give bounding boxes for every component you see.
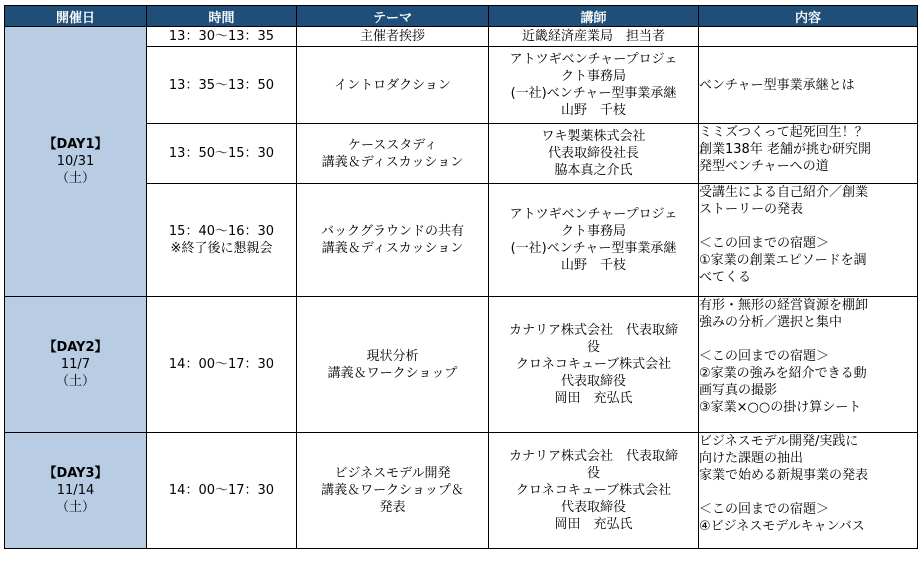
theme-text: 講義＆ワークショップ＆ <box>321 483 464 498</box>
time-cell <box>147 184 297 297</box>
lecturer-text: クロネコキューブ株式会社 <box>515 357 672 372</box>
lecturer-cell <box>489 184 699 297</box>
content-text: ②家業の強みを紹介できる動 <box>699 366 867 381</box>
content-text: ミミズつくって起死回生！？ <box>699 125 868 140</box>
time-text: 13：35〜13：50 <box>168 77 275 93</box>
theme-text: イントロダクション <box>334 77 451 93</box>
content-spacer <box>699 218 917 235</box>
theme-cell <box>297 297 489 433</box>
day-date: 10/31 <box>56 154 95 169</box>
lecturer-text: クト事務局 <box>560 69 626 84</box>
lecturer-text: カナリア株式会社 代表取締 <box>508 323 678 338</box>
table-row <box>5 433 918 549</box>
time-cell <box>147 124 297 184</box>
lecturer-text: 近畿経済産業局 担当者 <box>521 29 665 44</box>
content-text: ④ビジネスモデルキャンバス <box>699 519 865 534</box>
theme-cell <box>297 184 489 297</box>
lecturer-text: 脇本真之介氏 <box>554 163 633 178</box>
content-text: べてくる <box>699 270 752 285</box>
theme-text: ビジネスモデル開発 <box>334 466 451 481</box>
content-text: ③家業×○○の掛け算シート <box>699 400 862 415</box>
lecturer-text: クト事務局 <box>560 224 626 239</box>
lecturer-text: 岡田 充弘氏 <box>554 391 633 406</box>
day-cell-3 <box>5 433 147 549</box>
lecturer-text: ワキ製薬株式会社 <box>541 129 646 144</box>
lecturer-text: アトツギベンチャープロジェ <box>509 207 678 222</box>
theme-cell <box>297 433 489 549</box>
content-text: 創業138年 老舗が挑む研究開 <box>699 142 871 157</box>
lecturer-text: 代表取締役 <box>560 374 626 389</box>
theme-text: 講義＆ディスカッション <box>321 241 464 256</box>
content-text: 向けた課題の抽出 <box>699 451 804 466</box>
content-text: 受講生による自己紹介／創業 <box>699 185 869 200</box>
day-label: 【DAY1】 <box>43 137 108 152</box>
lecturer-text: (一社)ベンチャー型事業承継 <box>510 86 677 101</box>
time-text: 13：50〜15：30 <box>168 146 275 161</box>
lecturer-text: 代表取締役社長 <box>547 146 639 161</box>
lecturer-cell <box>489 27 699 47</box>
time-cell <box>147 27 297 47</box>
lecturer-text: 山野 千枝 <box>560 103 626 118</box>
time-note: ※終了後に懇親会 <box>170 241 273 256</box>
header-content: 内容 <box>699 6 918 27</box>
theme-cell <box>297 47 489 124</box>
lecturer-text: クロネコキューブ株式会社 <box>515 483 672 498</box>
content-spacer <box>699 331 917 348</box>
content-cell <box>699 124 918 184</box>
theme-text: 現状分析 <box>366 348 419 364</box>
theme-cell <box>297 27 489 47</box>
time-text: 14：00〜17：30 <box>168 357 275 372</box>
header-lecturer: 講師 <box>489 6 699 27</box>
time-cell <box>147 297 297 433</box>
time-text: 14：00〜17：30 <box>168 483 275 498</box>
content-text: 有形・無形の経営資源を棚卸 <box>699 298 869 313</box>
theme-text: 主催者挨拶 <box>359 29 425 44</box>
content-cell <box>699 27 918 47</box>
content-cell <box>699 47 918 124</box>
content-text: ベンチャー型事業承継とは <box>699 77 855 93</box>
lecturer-text: 岡田 充弘氏 <box>554 517 633 532</box>
table-row <box>5 27 918 47</box>
content-cell <box>699 297 918 433</box>
table-row <box>5 297 918 433</box>
lecturer-cell <box>489 124 699 184</box>
time-text: 13：30〜13：35 <box>168 29 275 44</box>
theme-text: ケーススタディ <box>347 137 438 153</box>
day-weekday: （土） <box>55 374 95 389</box>
content-text: 発型ベンチャーへの道 <box>699 159 829 174</box>
day-date: 11/14 <box>56 483 95 498</box>
content-text: 家業で始める新規事業の発表 <box>699 468 869 483</box>
theme-text: 講義＆ワークショップ <box>327 365 458 381</box>
header-date: 開催日 <box>5 6 147 27</box>
day-label: 【DAY2】 <box>43 340 108 355</box>
header-row <box>5 6 918 27</box>
content-text: ＜この回までの宿題＞ <box>699 502 830 517</box>
theme-text: 発表 <box>379 500 406 515</box>
lecturer-text: カナリア株式会社 代表取締 <box>508 449 678 464</box>
theme-text: バックグラウンドの共有 <box>320 224 464 239</box>
theme-text: 講義＆ディスカッション <box>321 154 464 170</box>
content-text: 強みの分析／選択と集中 <box>699 315 843 330</box>
day-cell-1 <box>5 27 147 297</box>
lecturer-cell <box>489 297 699 433</box>
content-cell <box>699 433 918 549</box>
day-label: 【DAY3】 <box>43 466 108 481</box>
lecturer-text: 役 <box>586 340 600 355</box>
content-text: ビジネスモデル開発/実践に <box>699 434 859 449</box>
schedule-table <box>4 5 918 549</box>
content-spacer <box>699 484 917 501</box>
time-text: 15：40〜16：30 <box>168 224 275 239</box>
lecturer-text: 役 <box>586 466 600 481</box>
content-text: ＜この回までの宿題＞ <box>699 349 830 364</box>
time-cell <box>147 47 297 124</box>
day-cell-2 <box>5 297 147 433</box>
lecturer-text: 代表取締役 <box>560 500 626 515</box>
content-cell <box>699 184 918 297</box>
day-date: 11/7 <box>60 357 91 372</box>
lecturer-text: アトツギベンチャープロジェ <box>509 52 678 67</box>
header-theme: テーマ <box>297 6 489 27</box>
header-time: 時間 <box>147 6 297 27</box>
content-text: ストーリーの発表 <box>699 202 804 217</box>
content-text: ＜この回までの宿題＞ <box>699 236 830 251</box>
time-cell <box>147 433 297 549</box>
lecturer-text: (一社)ベンチャー型事業承継 <box>510 241 677 256</box>
lecturer-text: 山野 千枝 <box>560 258 626 273</box>
lecturer-cell <box>489 433 699 549</box>
day-weekday: （土） <box>55 500 95 515</box>
content-text: 画写真の撮影 <box>699 383 778 398</box>
lecturer-cell <box>489 47 699 124</box>
day-weekday: （土） <box>55 171 95 186</box>
content-text: ①家業の創業エピソードを調 <box>699 253 867 268</box>
theme-cell <box>297 124 489 184</box>
